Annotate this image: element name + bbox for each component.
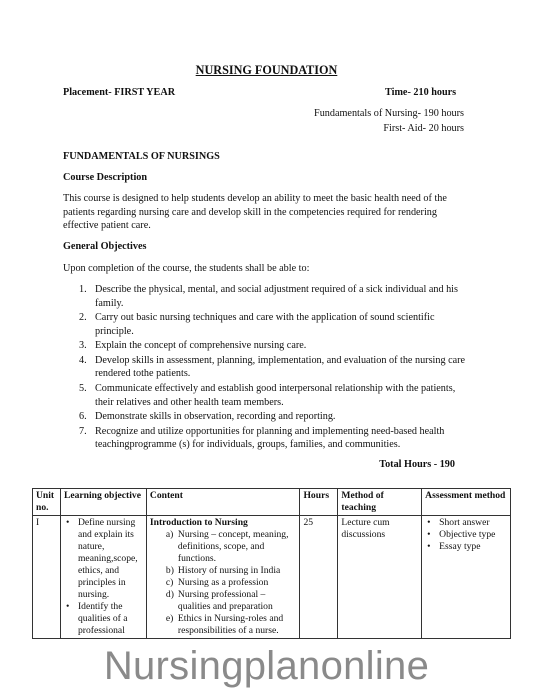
watermark: Nursingplanonline — [103, 644, 430, 688]
objective-item: 2. Carry out basic nursing techniques and care with the application of sound scientific principle. — [79, 312, 435, 337]
list-item: • Define nursing and explain its nature, meaning,scope, ethics, and principles in nursing. — [64, 517, 143, 601]
objectives-intro: Upon completion of the course, the students shall be able to: — [63, 263, 310, 274]
list-item: c) Nursing as a profession — [165, 576, 269, 588]
objective-item: 7. Recognize and utilize opportunities for planning and implementing need-based health teachingprogramme (s) for individuals, groups, families, and communities. — [79, 425, 445, 451]
section-heading: FUNDAMENTALS OF NURSINGS — [63, 151, 220, 162]
objective-item: 3. Explain the concept of comprehensive nursing care. — [79, 340, 307, 352]
content-title: Introduction to Nursing — [149, 516, 248, 528]
header-objective: Learning objective — [60, 489, 146, 516]
list-item: b) History of nursing in India — [165, 564, 281, 576]
hours-cell: 25 — [300, 515, 338, 638]
list-item: e) Ethics in Nursing-roles and responsibilities of a nurse. — [165, 612, 284, 636]
course-table — [32, 488, 511, 639]
header-content: Content — [146, 489, 300, 516]
objectives-list — [63, 283, 471, 453]
objective-item: 1. Describe the physical, mental, and social adjustment required of a sick individual and his family. — [79, 284, 458, 309]
general-objectives-heading: General Objectives — [63, 241, 147, 252]
total-hours: Total Hours - 190 — [379, 459, 455, 470]
list-item: • Objective type — [425, 529, 507, 541]
table-header-row — [33, 489, 511, 516]
assessment-cell — [422, 515, 511, 638]
list-item: • Short answer — [425, 517, 507, 529]
list-item: • Essay type — [425, 541, 507, 553]
table-row — [33, 515, 511, 638]
page-title: NURSING FOUNDATION — [195, 63, 338, 77]
placement-label: Placement- FIRST YEAR — [63, 87, 176, 98]
course-description-text: This course is designed to help students develop an ability to meet the basic health need of the patients regarding nursing care and develop skill in the competencies required for rendering effective patient care. — [63, 193, 447, 232]
header-unit: Unit no. — [33, 489, 61, 516]
time-label: Time- 210 hours — [385, 87, 457, 98]
objective-item: 5. Communicate effectively and establish good interpersonal relationship with the patients, their relatives and other health team members. — [79, 382, 456, 408]
list-item: d) Nursing professional – qualities and preparation — [165, 588, 273, 612]
course-description-heading: Course Description — [63, 172, 148, 183]
content-cell — [146, 515, 300, 638]
objective-item: 4. Develop skills in assessment, planning, implementation, and evaluation of the nursing care rendered tothe patients. — [79, 354, 466, 380]
header-hours: Hours — [300, 489, 338, 516]
objective-item: 6. Demonstrate skills in observation, recording and reporting. — [79, 411, 336, 423]
list-item: • Identify the qualities of a professional — [64, 601, 143, 637]
first-aid-hours: First- Aid- 20 hours — [383, 123, 464, 134]
fundamentals-hours: Fundamentals of Nursing- 190 hours — [314, 108, 464, 119]
list-item: a) Nursing – concept, meaning, definitions, scope, and functions. — [165, 528, 289, 564]
header-method: Method of teaching — [338, 489, 422, 516]
objective-cell — [60, 515, 146, 638]
method-cell: Lecture cum discussions — [338, 515, 422, 638]
header-assessment: Assessment method — [422, 489, 511, 516]
unit-cell: I — [33, 515, 61, 638]
